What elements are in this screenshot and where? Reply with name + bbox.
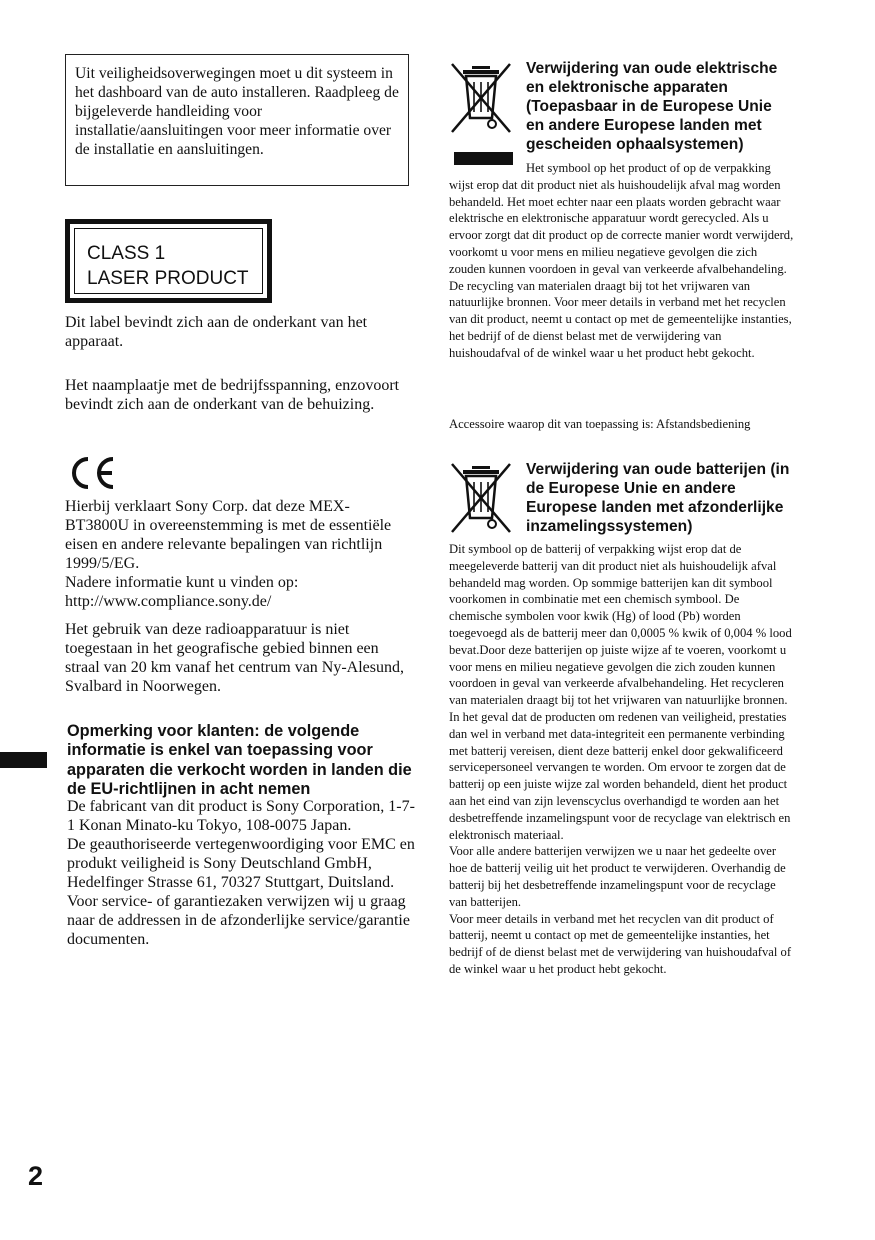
battery-paragraph-2: In het geval dat de producten om redenen van veiligheid, prestaties dan wel in verband met data-integriteit een permanente verbinding met batterij vereisen, dient deze batterij enkel door gekwalificeerd servicepersoneel vervangen te worden. Om ervoor te zorgen dat de batterij op een juiste wijze zal worden behandeld, dient het product aan het eind van zijn levenscyclus overhandigd te worden aan het desbetreffende inzamelingspunt voor de recyclage van elektrisch en elektronisch materiaal. — [449, 709, 791, 842]
compliance-url[interactable]: http://www.compliance.sony.de/ — [65, 593, 272, 610]
eu-note-manufacturer: De fabricant van dit product is Sony Corporation, 1-7-1 Konan Minato-ku Tokyo, 108-0075 Japan. — [67, 798, 415, 834]
crossed-out-battery-bin-icon — [450, 462, 512, 534]
ce-declaration-text: Hierbij verklaart Sony Corp. dat deze MEX-BT3800U in overeenstemming is met de essentiële eisen en andere relevante bepalingen van richtlijn 1999/5/EG. — [65, 498, 392, 572]
safety-notice-box — [65, 54, 409, 186]
crossed-out-wheelie-bin-icon — [450, 62, 512, 134]
ce-mark-icon — [67, 456, 117, 490]
battery-paragraph-1: Dit symbool op de batterij of verpakking wijst erop dat de meegeleverde batterij van dit product niet als huishoudelijk afval behandeld mag worden. Op sommige batterijen kan dit symbool voorkomen in combinatie met een chemisch symbool. De chemische symbolen voor kwik (Hg) of lood (Pb) worden toegevoegd als de batterij meer dan 0,0005 % kwik of 0,004 % lood bevat.Door deze batterijen op juiste wijze af te voeren, voorkomt u voor mens en milieu negatieve gevolgen die zich zouden kunnen voordoen in geval van verkeerde afvalbehandeling. Het recycleren van materialen draagt bij tot het vrijwaren van natuurlijke bronnen. — [449, 542, 792, 708]
nameplate-text: Het naamplaatje met de bedrijfsspanning, enzovoort bevindt zich aan de onderkant van de behuizing. — [65, 377, 400, 413]
ce-declaration-block — [65, 497, 413, 611]
weee-body-text: Het symbool op het product of op de verpakking wijst erop dat dit product niet als huishoudelijk afval mag worden behandeld. Het moet echter naar een plaats worden gebracht waar elektrische en elektronische apparatuur wordt gerecycled. Als u ervoor zorgt dat dit product op de correcte manier wordt verwijderd, voorkomt u voor mens en milieu negatieve gevolgen die zich zouden kunnen voordoen in geval van verkeerde afvalbehandeling. De recycling van materialen draagt bij tot het vrijwaren van natuurlijke bronnen. Voor meer details in verband met het recyclen van dit product, neemt u contact op met de gemeentelijke instanties, het bedrijf of de dienst belast met de verwijdering van huishoudafval of de winkel waar u het product hebt gekocht. — [449, 161, 794, 360]
laser-label-inner — [74, 228, 263, 294]
battery-heading: Verwijdering van oude batterijen (in de Europese Unie en andere Europese landen met afzonderlijke inzamelingssystemen) — [526, 461, 790, 535]
safety-notice-text: Uit veiligheidsoverwegingen moet u dit systeem in het dashboard van de auto installeren. Raadpleeg de bijgeleverde handleiding voor installatie/aansluitingen voor meer informatie over de installatie en aansluitingen. — [75, 65, 399, 158]
eu-note-body — [67, 797, 415, 949]
radio-usage-text: Het gebruik van deze radioapparatuur is niet toegestaan in het geografische gebied binnen een straal van 20 km vanaf het centrum van Ny-Alesund, Svalbard in Noorwegen. — [65, 621, 405, 695]
battery-body — [449, 541, 794, 978]
eu-note-representative: De geauthoriseerde vertegenwoordiging voor EMC en produkt veiligheid is Sony Deutschland GmbH, Hedelfinger Strasse 61, 70327 Stuttgart, Duitsland. Voor service- of garantiezaken verwijzen wij u graag naar de addressen in de afzonderlijke service/garantie documenten. — [67, 836, 415, 948]
laser-product-text: LASER PRODUCT — [87, 268, 249, 289]
section-tab-marker — [0, 752, 47, 768]
battery-paragraph-4: Voor meer details in verband met het recyclen van dit product of batterij, neemt u contact op met de gemeentelijke instanties, het bedrijf of de dienst belast met de verwijdering van huishoudafval of de winkel waar u het product hebt gekocht. — [449, 911, 792, 976]
eu-note-heading: Opmerking voor klanten: de volgende informatie is enkel van toepassing voor apparaten die verkocht worden in landen die de EU-richtlijnen in acht nemen — [67, 722, 412, 798]
laser-product-label — [65, 219, 272, 303]
page-number: 2 — [28, 1161, 44, 1191]
battery-paragraph-3: Voor alle andere batterijen verwijzen we u naar het gedeelte over hoe de batterij veilig uit het product te verwijderen. Overhandig de batterij bij het desbetreffende inzamelingspunt voor de recyclage van batterijen. — [449, 844, 786, 909]
more-info-text: Nadere informatie kunt u vinden op: — [65, 574, 299, 591]
weee-heading: Verwijdering van oude elektrische en elektronische apparaten (Toepasbaar in de Europese Unie en andere Europese landen met gescheiden ophaalsystemen) — [526, 60, 778, 153]
laser-class-text: CLASS 1 — [87, 243, 166, 264]
label-location-text: Dit label bevindt zich aan de onderkant van het apparaat. — [65, 314, 368, 350]
accessory-note: Accessoire waarop dit van toepassing is: Afstandsbediening — [449, 417, 751, 431]
